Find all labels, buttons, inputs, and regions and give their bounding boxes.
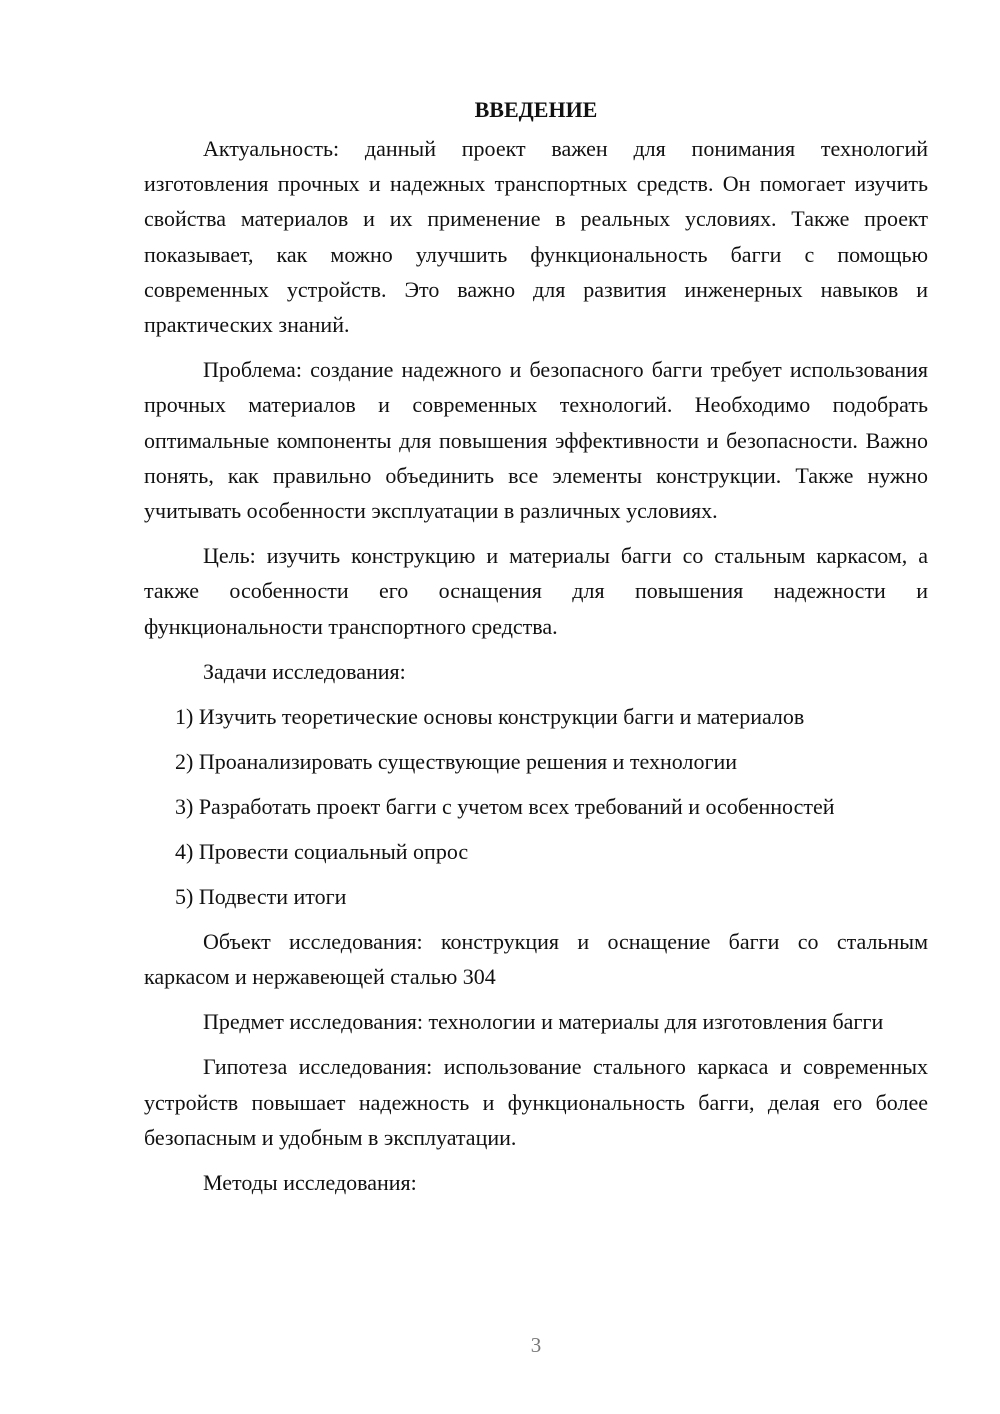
subject-paragraph: Предмет исследования: технологии и материалы для изготовления багги bbox=[203, 1009, 884, 1035]
goal-paragraph: Цель: изучить конструкцию и материалы багги со стальным каркасом, а также особенности его оснащения для повышения надежности и функциональности транспортного средства. bbox=[144, 543, 928, 639]
page-title: ВВЕДЕНИЕ bbox=[474, 97, 598, 122]
tasks-list bbox=[144, 699, 928, 914]
document-page bbox=[144, 92, 928, 1210]
list-item: 1) Изучить теоретические основы конструкции багги и материалов bbox=[175, 703, 805, 729]
hypothesis-paragraph: Гипотеза исследования: использование стального каркаса и современных устройств повышает надежность и функциональность багги, делая его более безопасным и удобным в эксплуатации. bbox=[144, 1054, 928, 1150]
list-item: 4) Провести социальный опрос bbox=[175, 838, 469, 864]
page-number: 3 bbox=[530, 1333, 542, 1357]
list-item: 5) Подвести итоги bbox=[175, 883, 347, 909]
list-item: 2) Проанализировать существующие решения и технологии bbox=[175, 748, 738, 774]
object-paragraph: Объект исследования: конструкция и оснащение багги со стальным каркасом и нержавеющей сталью 304 bbox=[144, 928, 928, 990]
tasks-label: Задачи исследования: bbox=[203, 658, 406, 684]
methods-label: Методы исследования: bbox=[203, 1170, 417, 1196]
problem-paragraph: Проблема: создание надежного и безопасного багги требует использования прочных материалов и современных технологий. Необходимо подобрать оптимальные компоненты для повышения эффективности и безопасности. Важно понять, как правильно объединить все элементы конструкции. Также нужно учитывать особенности эксплуатации в различных условиях. bbox=[144, 357, 928, 524]
relevance-paragraph: Актуальность: данный проект важен для понимания технологий изготовления прочных и надежных транспортных средств. Он помогает изучить свойства материалов и их применение в реальных условиях. Также проект показывает, как можно улучшить функциональность багги с помощью современных устройств. Это важно для развития инженерных навыков и практических знаний. bbox=[144, 136, 928, 338]
list-item: 3) Разработать проект багги с учетом всех требований и особенностей bbox=[175, 793, 835, 819]
